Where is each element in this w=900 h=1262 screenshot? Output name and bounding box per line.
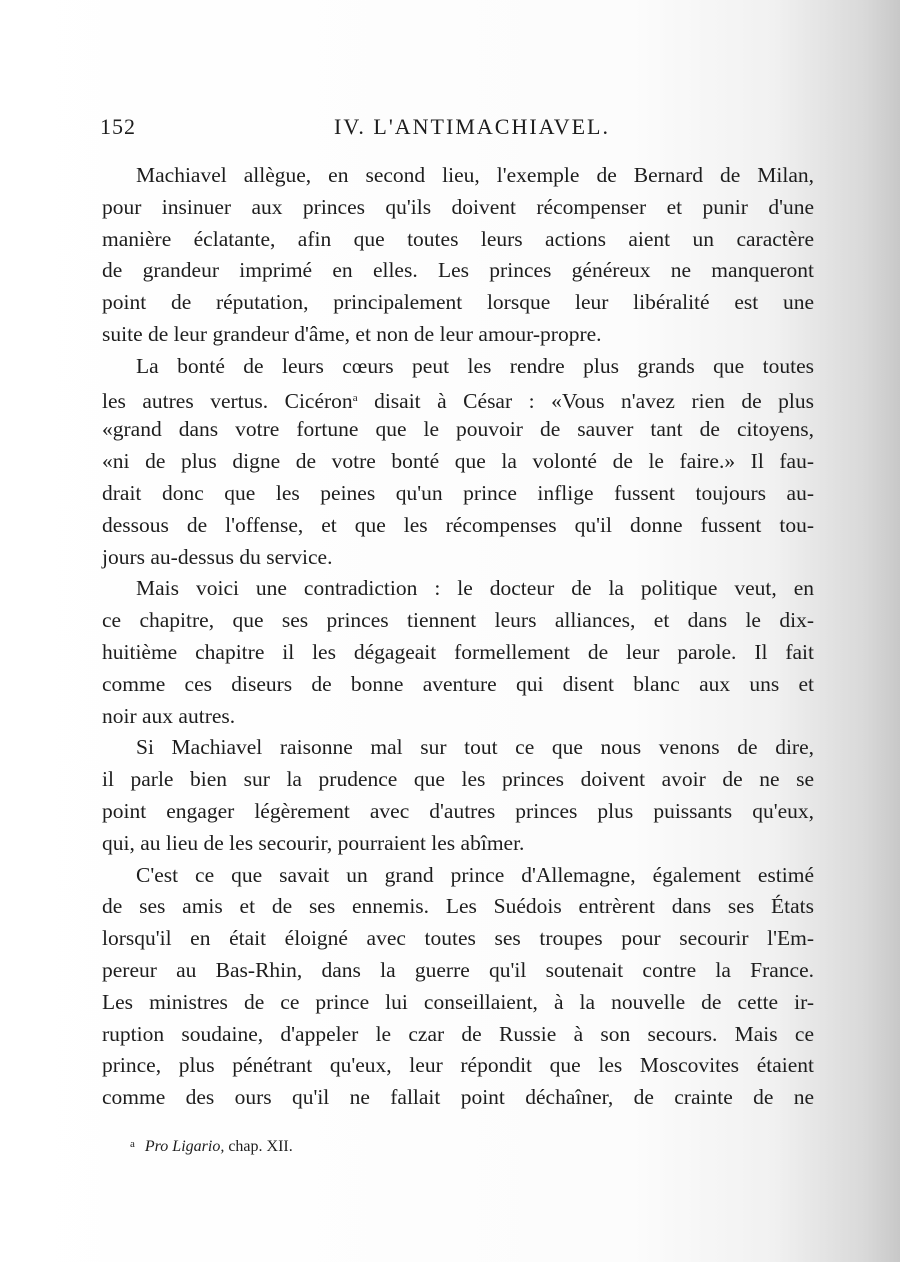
text-line: qui, au lieu de les secourir, pourraient les abîmer. xyxy=(102,830,525,855)
text-line: de grandeur imprimé en elles. Les princes généreux ne manqueront xyxy=(102,258,814,283)
text-line: pereur au Bas-Rhin, dans la guerre qu'il soutenait contre la France. xyxy=(102,957,814,982)
paragraph-3 xyxy=(102,573,814,732)
paragraph-5 xyxy=(102,860,814,1114)
text-line: lorsqu'il en était éloigné avec toutes ses troupes pour secourir l'Em- xyxy=(102,926,814,951)
text-line: point de réputation, principalement lorsque leur libéralité est une xyxy=(102,290,814,315)
text-segment: disait à César : «Vous n'avez rien de plus xyxy=(357,388,815,413)
text-line: dessous de l'offense, et que les récompenses qu'il donne fussent tou- xyxy=(102,512,814,537)
text-line: Mais voici une contradiction : le docteur de la politique veut, en xyxy=(136,576,814,601)
text-line: de ses amis et de ses ennemis. Les Suédois entrèrent dans ses États xyxy=(102,894,814,919)
text-line: La bonté de leurs cœurs peut les rendre plus grands que toutes xyxy=(136,353,814,378)
text-line: C'est ce que savait un grand prince d'Allemagne, également estimé xyxy=(136,862,814,887)
footnote-reference-text: chap. XII. xyxy=(224,1138,293,1155)
page-number: 152 xyxy=(100,114,136,139)
text-line: comme ces diseurs de bonne aventure qui disent blanc aux uns et xyxy=(102,671,814,696)
text-line-with-footnote-ref xyxy=(102,383,814,415)
text-line: manière éclatante, afin que toutes leurs actions aient un caractère xyxy=(102,226,814,251)
text-line: suite de leur grandeur d'âme, et non de leur amour-propre. xyxy=(102,321,602,346)
text-line: ruption soudaine, d'appeler le czar de Russie à son secours. Mais ce xyxy=(102,1021,814,1046)
text-line: il parle bien sur la prudence que les princes doivent avoir de ne se xyxy=(102,767,814,792)
text-line: noir aux autres. xyxy=(102,703,236,728)
body-text xyxy=(102,160,814,1114)
text-line: «grand dans votre fortune que le pouvoir de sauver tant de citoyens, xyxy=(102,417,814,442)
text-line: «ni de plus digne de votre bonté que la volonté de le faire.» Il fau- xyxy=(102,449,814,474)
text-line: Machiavel allègue, en second lieu, l'exemple de Bernard de Milan, xyxy=(136,163,814,187)
footnote-marker: a xyxy=(130,1138,135,1150)
paragraph-2 xyxy=(102,351,814,574)
footnote xyxy=(130,1132,810,1159)
text-segment: les autres vertus. Cicéron xyxy=(102,388,353,413)
paragraph-4 xyxy=(102,732,814,859)
running-title: IV. L'ANTIMACHIAVEL. xyxy=(334,114,610,139)
text-line: comme des ours qu'il ne fallait point déchaîner, de crainte de ne xyxy=(102,1085,814,1110)
text-line: Si Machiavel raisonne mal sur tout ce que nous venons de dire, xyxy=(136,735,814,760)
text-line: ce chapitre, que ses princes tiennent leurs alliances, et dans le dix- xyxy=(102,608,814,633)
footnote-source-title: Pro Ligario, xyxy=(144,1138,225,1155)
text-line: prince, plus pénétrant qu'eux, leur répondit que les Moscovites étaient xyxy=(102,1053,814,1078)
text-line: drait donc que les peines qu'un prince inflige fussent toujours au- xyxy=(102,480,814,505)
text-line: point engager légèrement avec d'autres princes plus puissants qu'eux, xyxy=(102,798,814,823)
paragraph-1 xyxy=(102,160,814,351)
text-line: Les ministres de ce prince lui conseillaient, à la nouvelle de cette ir- xyxy=(102,989,814,1014)
page-header xyxy=(100,114,814,148)
text-line: huitième chapitre il les dégageait formellement de leur parole. Il fait xyxy=(102,639,814,664)
text-line: pour insinuer aux princes qu'ils doivent récompenser et punir d'une xyxy=(102,194,814,219)
text-line: jours au-dessus du service. xyxy=(102,544,333,569)
footnote-reference: a xyxy=(352,391,358,404)
